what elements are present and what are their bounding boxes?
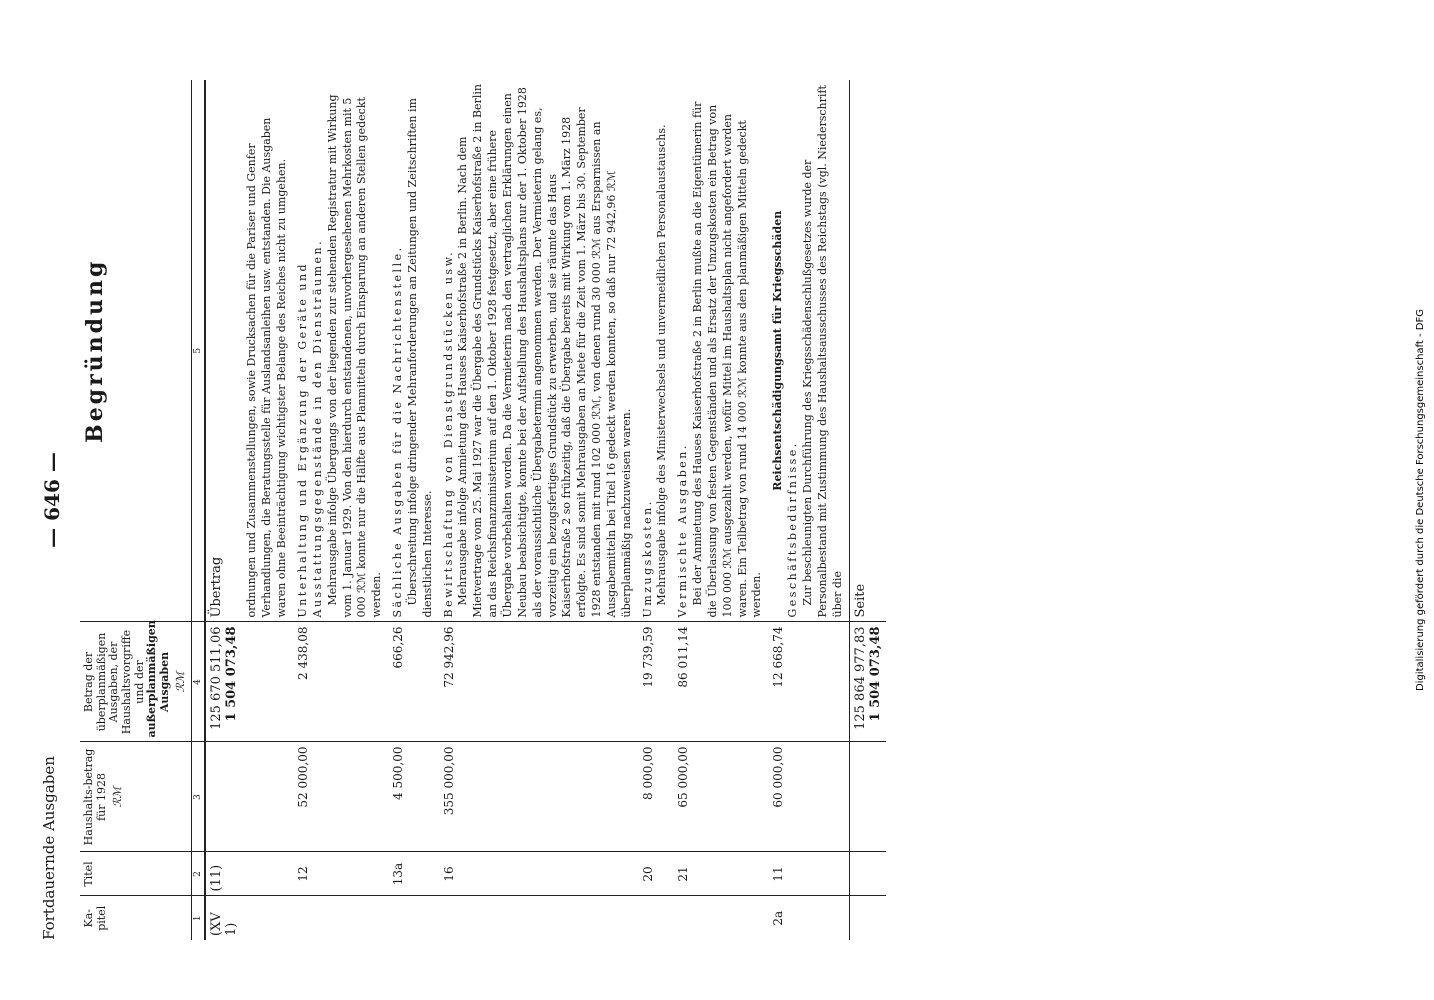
carry-out-amounts — [849, 622, 886, 742]
row-haushalt: 4 500,00 — [388, 742, 439, 852]
row-heading: Umzugskosten. — [640, 499, 654, 618]
header-betrag-label: Betrag der überplanmäßigen Ausgaben, der Haushaltsvorgriffe und der — [82, 629, 146, 735]
column-number: 2 — [192, 852, 206, 896]
row-betrag: 19 739,59 — [638, 622, 674, 742]
header-betrag — [80, 622, 192, 742]
header-haushaltsbetrag — [80, 742, 192, 852]
carry-kapitel: (XV 1) — [209, 912, 240, 936]
header-betrag-unit: ℛℳ — [174, 671, 188, 693]
row-text: Mehrausgabe infolge des Ministerwechsels und unvermeidlichen Personalaustauschs. — [655, 124, 669, 606]
row-heading: Geschäftsbedürfnisse. — [786, 441, 800, 618]
table-header-row — [80, 80, 192, 940]
row-betrag: 2 438,08 — [293, 622, 388, 742]
row-text: Mehrausgabe infolge Anmietung des Hauses Kaiserhofstraße 2 in Berlin. Nach dem Mietvertrage vom 25. Mai 1927 war die Übergabe des Grundstücks Kaiserhofstraße 2 in Berlin an das Reichsfinanzministerium auf den 1. Oktober 1928 festgesetzt, aber eine frühere Übergabe vorbehalten worden. Da die Vermieterin nach den vertraglichen Erklärungen einen Neubau beabsichtigte, konnte bei der Aufstellung des Haushaltsplans nur der 1. Oktober 1928 als der voraussichtliche Übergabetermin angenommen werden. Der Vermieterin gelang es, vorzeitig ein bezugsfertiges Grundstück zu erwerben, und sie räumte das Haus Kaiserhofstraße 2 so frühzeitig, daß die Übergabe bereits mit Wirkung vom 1. März 1928 erfolgte. Es sind somit Mehrausgaben an Miete für die Zeit vom 1. März bis 30. September 1928 entstanden mit rund 102 000 ℛℳ, von denen rund 30 000 ℛℳ aus Ersparnissen an Ausgabemitteln bei Titel 16 gedeckt werden konnten, so daß nur 72 942,96 ℛℳ überplanmäßig nachzuweisen waren. — [456, 84, 633, 618]
page-number: — 646 — — [40, 452, 64, 548]
row-haushalt: 8 000,00 — [638, 742, 674, 852]
row-haushalt: 60 000,00 — [768, 742, 849, 852]
row-titel: 11 — [768, 852, 849, 896]
row-titel: 13a — [388, 852, 439, 896]
row-titel: 20 — [638, 852, 674, 896]
row-titel: 16 — [439, 852, 638, 896]
budget-table — [80, 80, 886, 940]
row-haushalt: 52 000,00 — [293, 742, 388, 852]
carry-in-amounts — [205, 622, 242, 742]
row-heading: Unterhaltung und Ergänzung der Geräte und Ausstattungsgegenstände in den Diensträumen. — [296, 238, 324, 618]
header-kapitel: Ka-pitel — [80, 896, 192, 940]
row-kapitel: 2a — [771, 910, 786, 926]
carry-out-label: Seite — [849, 80, 886, 622]
carry-titel: (11) — [205, 852, 242, 896]
header-betrag-emphasis: außerplanmäßigen Ausgaben — [145, 620, 171, 738]
row-titel: 21 — [673, 852, 768, 896]
carry-out-amount-1: 125 864 977,83 — [852, 626, 868, 730]
table-row — [638, 80, 674, 940]
table-row — [768, 80, 849, 940]
header-begruendung — [80, 80, 192, 622]
row-betrag: 12 668,74 — [768, 622, 849, 742]
row-betrag: 86 011,14 — [673, 622, 768, 742]
column-number: 5 — [192, 80, 206, 622]
column-number: 4 — [192, 622, 206, 742]
carry-in-amount-1: 125 670 511,06 — [209, 626, 225, 730]
table-row — [439, 80, 638, 940]
row-haushalt: 355 000,00 — [439, 742, 638, 852]
row-haushalt: 65 000,00 — [673, 742, 768, 852]
carry-in-label: Übertrag — [205, 80, 242, 622]
carry-out-row — [849, 80, 886, 940]
row-text: ordnungen und Zusammenstellungen, sowie Drucksachen für die Pariser und Genfer Verhandlungen, die Beratungsstelle für Auslandsanleihen usw. entstanden. Die Ausgaben waren ohne Beeinträchtigung wichtigster Belange des Reiches nicht zu umgehen. — [242, 80, 293, 622]
running-head-section: Fortdauernde Ausgaben — [40, 756, 58, 940]
digitization-credit — [1408, 0, 1434, 1000]
section-title: Reichsentschädigungsamt für Kriegsschäden — [771, 210, 785, 491]
digitization-credit-text: Digitalisierung gefördert durch die Deutsche Forschungsgemeinschaft - DFG — [1415, 309, 1426, 692]
header-titel: Titel — [80, 852, 192, 896]
column-number: 3 — [192, 742, 206, 852]
carry-in-row — [205, 80, 242, 940]
row-text: Mehrausgabe infolge Übergangs von der liegenden zur stehenden Registratur mit Wirkung vom 1. Januar 1929. Von den hierdurch entstandenen, unvorhergesehenen Mehrkosten mit 5 000 ℛℳ konnte nur die Hälfte aus Planmitteln durch Einsparung an anderen Stellen gedeckt werden. — [325, 94, 384, 618]
row-text: Zur beschleunigten Durchführung des Kriegsschädenschlußgesetzes wurde der Personalbestand mit Zustimmung des Haushaltsausschusses des Reichstags (vgl. Niederschrift über die — [801, 85, 844, 618]
row-text: Überschreitung infolge dringender Mehranforderungen an Zeitungen und Zeitschriften im dienstlichen Interesse. — [405, 98, 434, 618]
header-begruendung-title: Begründung — [82, 258, 108, 443]
table-row — [242, 80, 293, 940]
column-number-row — [192, 80, 206, 940]
carry-out-amount-2: 1 504 073,48 — [867, 626, 883, 722]
table-row — [388, 80, 439, 940]
row-titel: 12 — [293, 852, 388, 896]
row-betrag: 72 942,96 — [439, 622, 638, 742]
column-number: 1 — [192, 896, 206, 940]
header-haushaltsbetrag-unit: ℛℳ — [111, 786, 125, 808]
carry-in-amount-2: 1 504 073,48 — [224, 626, 240, 722]
row-heading: Sächliche Ausgaben für die Nachrichtenstelle. — [391, 245, 405, 618]
row-text: Bei der Anmietung des Hauses Kaiserhofstraße 2 in Berlin mußte an die Eigentümerin für die Überlassung von festen Gegenständen und als Ersatz der Umzugskosten ein Betrag von 100 000 ℛℳ ausgezahlt werden, wofür Mittel im Haushaltsplan nicht angefordert worden waren. Ein Teilbetrag von rund 14 000 ℛℳ konnte aus den planmäßigen Mitteln gedeckt werden. — [691, 101, 764, 618]
table-row — [673, 80, 768, 940]
header-haushaltsbetrag-label: Haushalts-betrag für 1928 — [82, 748, 108, 846]
table-row — [293, 80, 388, 940]
row-heading: Vermischte Ausgaben. — [676, 443, 690, 618]
row-heading: Bewirtschaftung von Dienstgrundstücken usw. — [441, 249, 455, 618]
row-betrag: 666,26 — [388, 622, 439, 742]
